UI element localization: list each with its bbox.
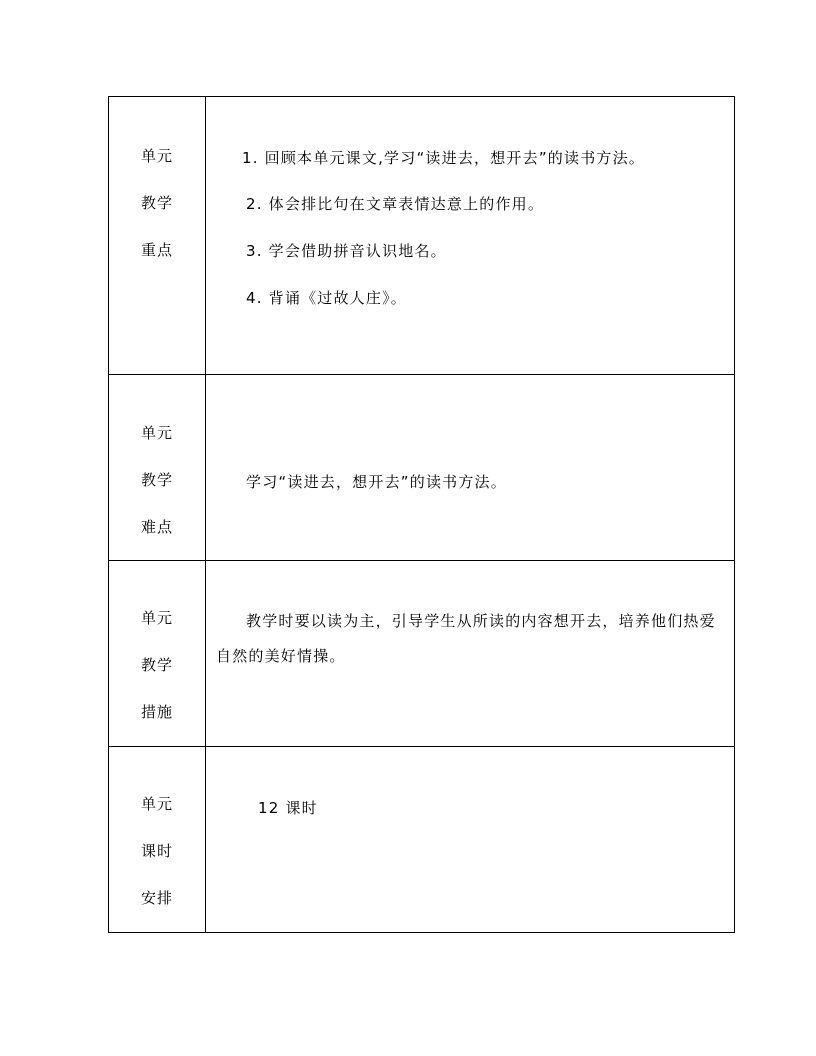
row-label-line: 难点 xyxy=(140,518,173,536)
row-content-cell xyxy=(206,747,735,933)
row-label-line: 教学 xyxy=(140,656,173,674)
measures-text: 教学时要以读为主，引导学生从所读的内容想开去，培养他们热爱自然的美好情操。 xyxy=(216,612,716,665)
key-point-item: 3. 学会借助拼音认识地名。 xyxy=(246,242,447,260)
row-content-cell xyxy=(206,375,735,561)
table-row-schedule xyxy=(109,747,735,933)
schedule-text: 12 课时 xyxy=(258,799,318,817)
row-label-cell xyxy=(109,747,206,933)
row-label-line: 教学 xyxy=(140,194,173,212)
row-label-line: 单元 xyxy=(140,795,173,813)
row-label xyxy=(109,97,205,274)
table-row-difficulties xyxy=(109,375,735,561)
difficulty-text: 学习“读进去，想开去”的读书方法。 xyxy=(246,473,507,491)
row-label-line: 措施 xyxy=(140,703,173,721)
row-label-line: 课时 xyxy=(140,842,173,860)
row-label-cell xyxy=(109,97,206,375)
table-row-key-points xyxy=(109,97,735,375)
row-content-cell xyxy=(206,561,735,747)
unit-plan-table xyxy=(108,96,735,933)
row-label xyxy=(109,747,205,922)
row-label-line: 单元 xyxy=(140,424,173,442)
key-point-item: 1. 回顾本单元课文,学习“读进去，想开去”的读书方法。 xyxy=(242,149,645,167)
row-label-line: 教学 xyxy=(140,471,173,489)
table-row-measures xyxy=(109,561,735,747)
key-point-item: 4. 背诵《过故人庄》。 xyxy=(246,289,407,307)
row-label-line: 单元 xyxy=(140,609,173,627)
row-label-line: 重点 xyxy=(140,241,173,259)
row-label-line: 单元 xyxy=(140,147,173,165)
row-label xyxy=(109,561,205,736)
row-label xyxy=(109,375,205,551)
row-label-line: 安排 xyxy=(140,889,173,907)
row-label-cell xyxy=(109,375,206,561)
row-label-cell xyxy=(109,561,206,747)
row-content-cell xyxy=(206,97,735,375)
key-point-item: 2. 体会排比句在文章表情达意上的作用。 xyxy=(246,195,545,213)
